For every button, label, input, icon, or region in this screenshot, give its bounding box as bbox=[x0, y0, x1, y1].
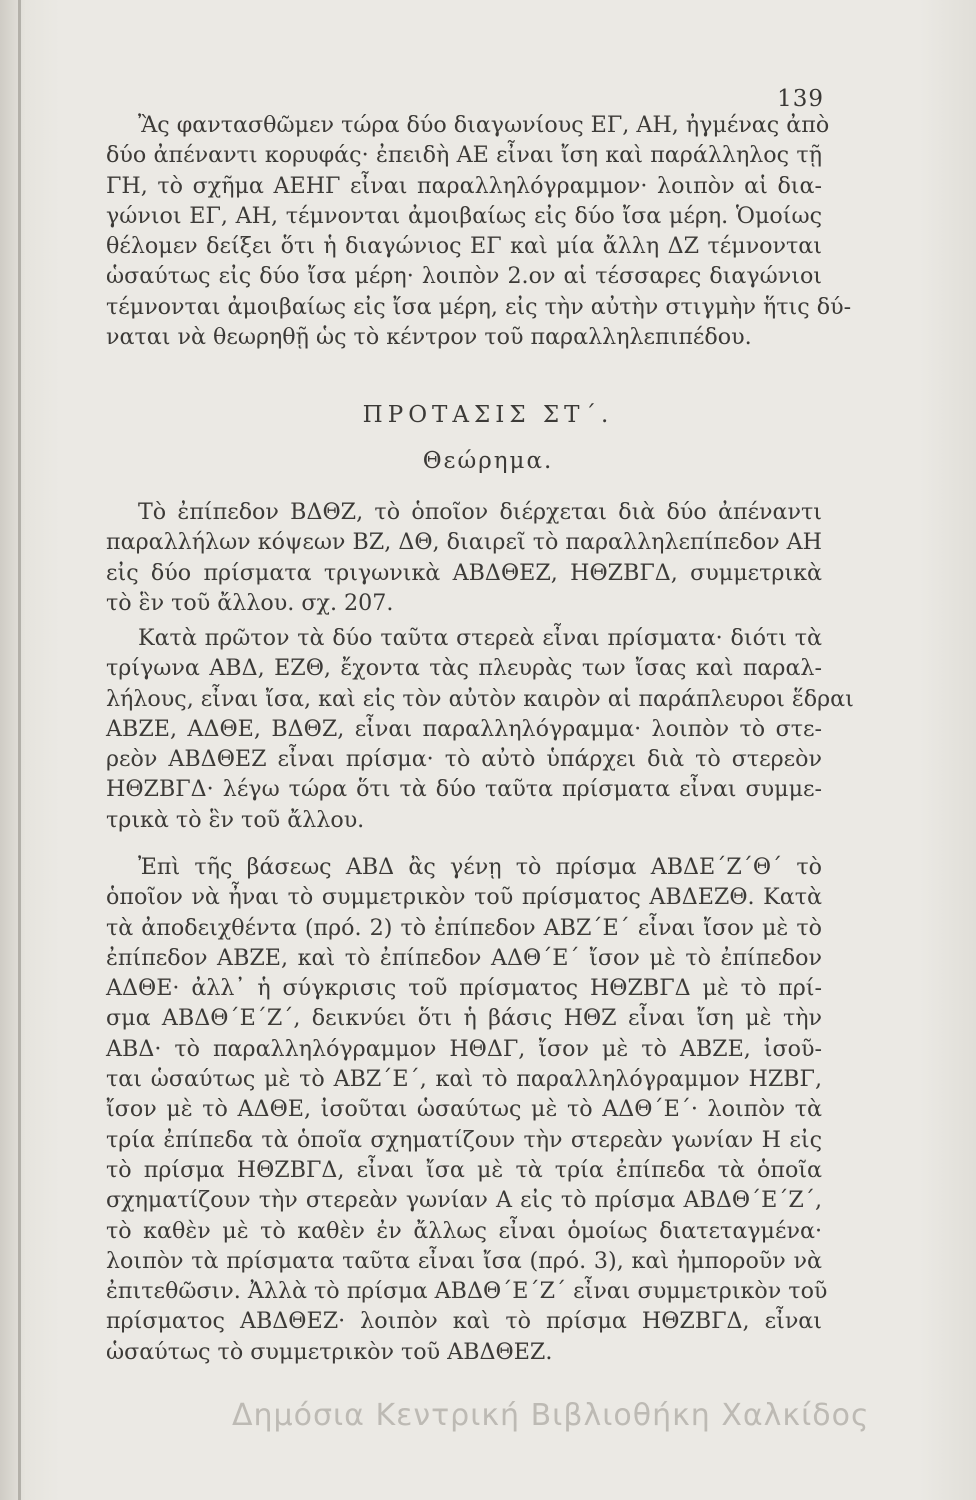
text-line: ΗΘΖΒΓΔ· λέγω τώρα ὅτι τὰ δύο ταῦτα πρίσματα εἶναι συμμε- bbox=[106, 776, 822, 803]
proposition-title: ΠΡΟΤΑΣΙΣ ΣΤ΄. bbox=[362, 402, 614, 428]
text-line: ΓΗ, τὸ σχῆμα ΑΕΗΓ εἶναι παραλληλόγραμμον· λοιπὸν αἱ δια- bbox=[106, 172, 822, 199]
paragraph-4 bbox=[106, 852, 828, 1367]
text-line: σμα ΑΒΔΘ΄Ε΄Ζ΄, δεικνύει ὅτι ἡ βάσις ΗΘΖ εἶναι ἴση μὲ τὴν bbox=[106, 1005, 822, 1032]
text-line: ΑΔΘΕ· ἀλλ᾽ ἡ σύγκρισις τοῦ πρίσματος ΗΘΖΒΓΔ μὲ τὸ πρί- bbox=[106, 975, 822, 1002]
library-watermark: Δημόσια Κεντρική Βιβλιοθήκη Χαλκίδος bbox=[232, 1398, 870, 1433]
text-line: παραλλήλων κόψεων ΒΖ, ΔΘ, διαιρεῖ τὸ παραλληλεπίπεδον ΑΗ bbox=[106, 529, 822, 556]
binding-gutter bbox=[18, 0, 21, 1500]
text-line: τρία ἐπίπεδα τὰ ὁποῖα σχηματίζουν τὴν στερεὰν γωνίαν Η εἰς bbox=[106, 1126, 822, 1153]
text-line: ται ὡσαύτως μὲ τὸ ΑΒΖ΄Ε΄, καὶ τὸ παραλληλόγραμμον ΗΖΒΓ, bbox=[106, 1066, 822, 1093]
text-line: τρικὰ τὸ ἓν τοῦ ἄλλου. bbox=[106, 806, 365, 833]
text-line: τέμνονται ἀμοιβαίως εἰς ἴσα μέρη, εἰς τὴν αὐτὴν στιγμὴν ἥτις δύ- bbox=[106, 293, 852, 320]
text-line: ΑΒΖΕ, ΑΔΘΕ, ΒΔΘΖ, εἶναι παραλληλόγραμμα· λοιπὸν τὸ στε- bbox=[106, 715, 822, 742]
text-line: Ἂς φαντασθῶμεν τώρα δύο διαγωνίους ΕΓ, ΑΗ, ἠγμένας ἀπὸ bbox=[138, 112, 830, 138]
paragraph-1 bbox=[106, 110, 852, 352]
text-line: ΑΒΔ· τὸ παραλληλόγραμμον ΗΘΔΓ, ἴσον μὲ τὸ ΑΒΖΕ, ἰσοῦ- bbox=[106, 1035, 822, 1062]
text-line: ἐπίπεδον ΑΒΖΕ, καὶ τὸ ἐπίπεδον ΑΔΘ΄Ε΄ ἴσον μὲ τὸ ἐπίπεδον bbox=[106, 944, 822, 971]
text-line: ὁποῖον νὰ ἦναι τὸ συμμετρικὸν τοῦ πρίσματος ΑΒΔΕΖΘ. Κατὰ bbox=[106, 884, 822, 911]
text-line: τὸ καθὲν μὲ τὸ καθὲν ἐν ἄλλως εἶναι ὁμοίως διατεταγμένα· bbox=[106, 1217, 822, 1244]
text-line: πρίσματος ΑΒΔΘΕΖ· λοιπὸν καὶ τὸ πρίσμα ΗΘΖΒΓΔ, εἶναι bbox=[106, 1308, 822, 1335]
text-line: τὸ ἓν τοῦ ἄλλου. σχ. 207. bbox=[106, 589, 394, 616]
text-line: λήλους, εἶναι ἴσα, καὶ εἰς τὸν αὐτὸν καιρὸν αἱ παράπλευροι ἕδραι bbox=[106, 685, 854, 712]
text-line: ναται νὰ θεωρηθῇ ὡς τὸ κέντρον τοῦ παραλληλεπιπέδου. bbox=[106, 324, 752, 351]
text-line: θέλομεν δείξει ὅτι ἡ διαγώνιος ΕΓ καὶ μία ἄλλη ΔΖ τέμνονται bbox=[106, 233, 822, 260]
text-line: δύο ἀπέναντι κορυφάς· ἐπειδὴ ΑΕ εἶναι ἴση καὶ παράλληλος τῇ bbox=[106, 142, 822, 169]
text-line: Ἐπὶ τῆς βάσεως ΑΒΔ ἂς γένῃ τὸ πρίσμα ΑΒΔΕ΄Ζ΄Θ΄ τὸ bbox=[138, 854, 822, 880]
text-line: ὡσαύτως εἰς δύο ἴσα μέρη· λοιπὸν 2.ον αἱ τέσσαρες διαγώνιοι bbox=[106, 263, 822, 290]
text-line: τρίγωνα ΑΒΔ, ΕΖΘ, ἔχοντα τὰς πλευρὰς των ἴσας καὶ παραλ- bbox=[106, 655, 822, 682]
text-line: ὡσαύτως τὸ συμμετρικὸν τοῦ ΑΒΔΘΕΖ. bbox=[106, 1338, 553, 1365]
page-number: 139 bbox=[777, 86, 824, 112]
paragraph-3 bbox=[106, 623, 854, 835]
text-line: Κατὰ πρῶτον τὰ δύο ταῦτα στερεὰ εἶναι πρίσματα· διότι τὰ bbox=[138, 625, 822, 651]
text-line: ἐπιτεθῶσιν. Ἀλλὰ τὸ πρίσμα ΑΒΔΘ΄Ε΄Ζ΄ εἶναι συμμετρικὸν τοῦ bbox=[106, 1278, 828, 1305]
text-line: ἴσον μὲ τὸ ΑΔΘΕ, ἰσοῦται ὡσαύτως μὲ τὸ ΑΔΘ΄Ε΄· λοιπὸν τὰ bbox=[106, 1096, 822, 1123]
text-line: σχηματίζουν τὴν στερεὰν γωνίαν Α εἰς τὸ πρίσμα ΑΒΔΘ΄Ε΄Ζ΄, bbox=[106, 1187, 822, 1214]
text-line: εἰς δύο πρίσματα τριγωνικὰ ΑΒΔΘΕΖ, ΗΘΖΒΓΔ, συμμετρικὰ bbox=[106, 559, 822, 586]
text-line: ρεὸν ΑΒΔΘΕΖ εἶναι πρίσμα· τὸ αὐτὸ ὑπάρχει διὰ τὸ στερεὸν bbox=[106, 746, 822, 773]
text-line: Τὸ ἐπίπεδον ΒΔΘΖ, τὸ ὁποῖον διέρχεται διὰ δύο ἀπέναντι bbox=[138, 499, 822, 525]
text-line: τὰ ἀποδειχθέντα (πρό. 2) τὸ ἐπίπεδον ΑΒΖ΄Ε΄ εἶναι ἴσον μὲ τὸ bbox=[106, 914, 822, 941]
proposition-subtitle: Θεώρημα. bbox=[422, 448, 554, 474]
text-line: γώνιοι ΕΓ, ΑΗ, τέμνονται ἀμοιβαίως εἰς δύο ἴσα μέρη. Ὁμοίως bbox=[106, 202, 822, 229]
text-line: λοιπὸν τὰ πρίσματα ταῦτα εἶναι ἴσα (πρό. 3), καὶ ἠμποροῦν νὰ bbox=[106, 1247, 822, 1274]
paragraph-2 bbox=[106, 497, 822, 618]
text-line: τὸ πρίσμα ΗΘΖΒΓΔ, εἶναι ἴσα μὲ τὰ τρία ἐπίπεδα τὰ ὁποῖα bbox=[106, 1156, 822, 1183]
